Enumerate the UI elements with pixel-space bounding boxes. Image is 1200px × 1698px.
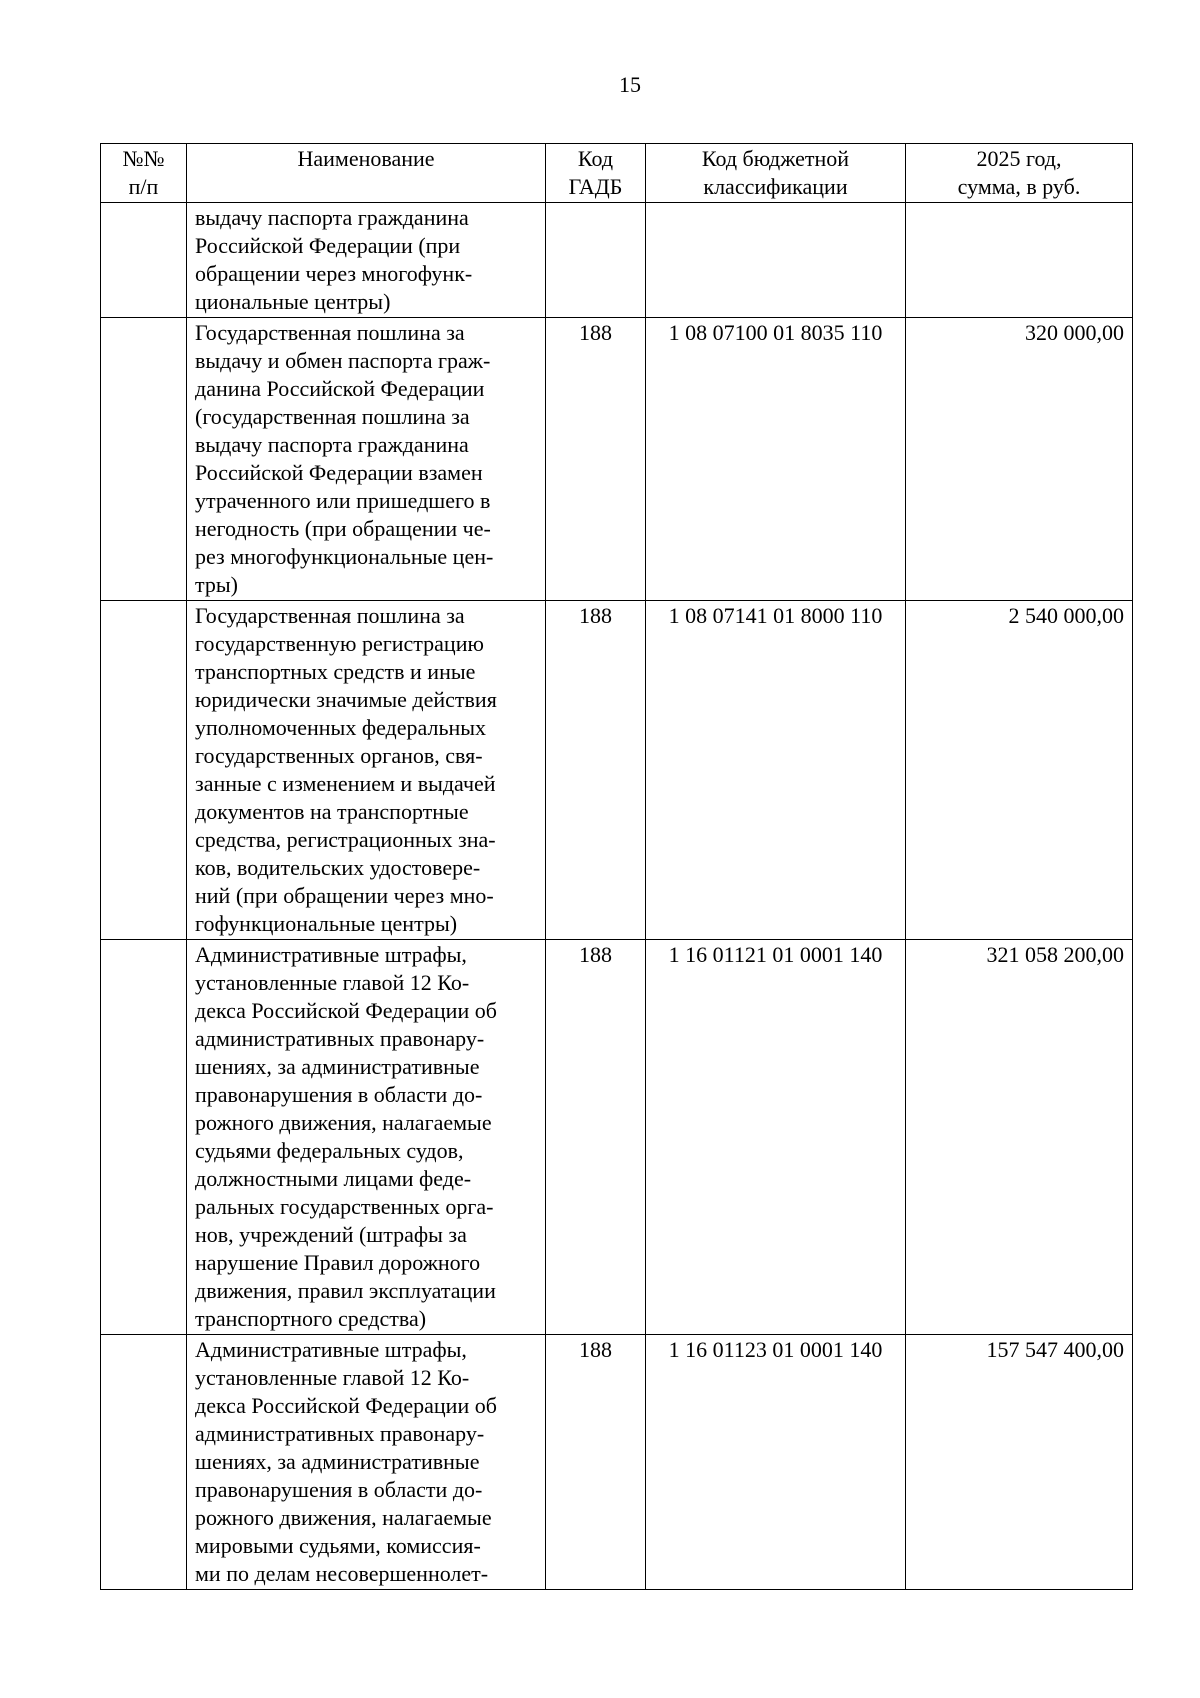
row-name-line: негодность (при обращении че- <box>195 516 491 541</box>
row-name-line: судьями федеральных судов, <box>195 1138 464 1163</box>
row-name-line: декса Российской Федерации об <box>195 998 497 1023</box>
header-name-line-1: Наименование <box>297 146 435 171</box>
table-row <box>101 203 1133 318</box>
row-name-line: гофункциональные центры) <box>195 911 458 936</box>
row-num <box>101 318 187 601</box>
row-gadb: 188 <box>546 318 646 601</box>
row-name-line: шениях, за административные <box>195 1449 480 1474</box>
header-sum-line-2: сумма, в руб. <box>957 174 1081 199</box>
header-kbk <box>646 144 906 203</box>
row-gadb: 188 <box>546 1335 646 1590</box>
header-gadb-line-2: ГАДБ <box>568 174 623 199</box>
row-name-line: ральных государственных орга- <box>195 1194 494 1219</box>
row-kbk <box>646 203 906 318</box>
row-name-line: нарушение Правил дорожного <box>195 1250 481 1275</box>
table-row <box>101 1335 1133 1590</box>
table-row <box>101 940 1133 1335</box>
row-sum: 321 058 200,00 <box>906 940 1133 1335</box>
table-row <box>101 318 1133 601</box>
row-name-line: юридически значимые действия <box>195 687 497 712</box>
row-name-line: государственных органов, свя- <box>195 743 483 768</box>
table-row <box>101 601 1133 940</box>
row-sum <box>906 203 1133 318</box>
header-name <box>187 144 546 203</box>
row-name-line: рожного движения, налагаемые <box>195 1505 492 1530</box>
row-kbk: 1 08 07100 01 8035 110 <box>646 318 906 601</box>
row-name-line: ков, водительских удостовере- <box>195 855 481 880</box>
row-name-line: установленные главой 12 Ко- <box>195 1365 470 1390</box>
row-kbk: 1 16 01123 01 0001 140 <box>646 1335 906 1590</box>
header-num-line-2: п/п <box>128 174 159 199</box>
row-num <box>101 1335 187 1590</box>
row-name-line: установленные главой 12 Ко- <box>195 970 470 995</box>
row-name-line: государственную регистрацию <box>195 631 484 656</box>
row-name-line: Административные штрафы, <box>195 942 467 967</box>
row-name-line: ний (при обращении через мно- <box>195 883 494 908</box>
page-number: 15 <box>619 72 641 97</box>
header-row <box>101 144 1133 203</box>
row-name-line: утраченного или пришедшего в <box>195 488 491 513</box>
row-name-line: Государственная пошлина за <box>195 320 465 345</box>
header-sum <box>906 144 1133 203</box>
row-name-line: средства, регистрационных зна- <box>195 827 496 852</box>
row-name-line: документов на транспортные <box>195 799 469 824</box>
row-gadb: 188 <box>546 601 646 940</box>
row-name-line: административных правонару- <box>195 1026 485 1051</box>
row-sum: 2 540 000,00 <box>906 601 1133 940</box>
row-kbk: 1 16 01121 01 0001 140 <box>646 940 906 1335</box>
row-gadb: 188 <box>546 940 646 1335</box>
row-name <box>187 940 546 1335</box>
row-name-line: выдачу паспорта гражданина <box>195 432 469 457</box>
row-name-line: рез многофункциональные цен- <box>195 544 494 569</box>
header-kbk-line-1: Код бюджетной <box>701 146 850 171</box>
row-name-line: тры) <box>195 572 238 597</box>
row-name-line: шениях, за административные <box>195 1054 480 1079</box>
row-name-line: выдачу паспорта гражданина <box>195 205 469 230</box>
row-gadb <box>546 203 646 318</box>
row-name-line: Административные штрафы, <box>195 1337 467 1362</box>
row-num <box>101 203 187 318</box>
row-sum: 320 000,00 <box>906 318 1133 601</box>
row-name <box>187 318 546 601</box>
row-num <box>101 601 187 940</box>
row-name-line: уполномоченных федеральных <box>195 715 487 740</box>
header-gadb <box>546 144 646 203</box>
row-name-line: обращении через многофунк- <box>195 261 473 286</box>
row-name-line: движения, правил эксплуатации <box>195 1278 496 1303</box>
header-kbk-line-2: классификации <box>703 174 848 199</box>
row-name-line: правонарушения в области до- <box>195 1477 483 1502</box>
row-num <box>101 940 187 1335</box>
row-name-line: данина Российской Федерации <box>195 376 485 401</box>
row-name-line: Государственная пошлина за <box>195 603 465 628</box>
row-name <box>187 203 546 318</box>
row-name-line: должностными лицами феде- <box>195 1166 472 1191</box>
row-sum: 157 547 400,00 <box>906 1335 1133 1590</box>
row-name-line: нов, учреждений (штрафы за <box>195 1222 467 1247</box>
row-name-line: Российской Федерации (при <box>195 233 461 258</box>
header-sum-line-1: 2025 год, <box>976 146 1062 171</box>
row-name-line: рожного движения, налагаемые <box>195 1110 492 1135</box>
header-num <box>101 144 187 203</box>
table-body <box>101 203 1133 1590</box>
row-name <box>187 1335 546 1590</box>
table-header <box>101 144 1133 203</box>
row-name-line: правонарушения в области до- <box>195 1082 483 1107</box>
budget-revenue-table <box>100 143 1133 1590</box>
row-name-line: декса Российской Федерации об <box>195 1393 497 1418</box>
row-name-line: транспортных средств и иные <box>195 659 476 684</box>
row-name-line: ми по делам несовершеннолет- <box>195 1561 489 1586</box>
row-name-line: циональные центры) <box>195 289 391 314</box>
row-name <box>187 601 546 940</box>
header-gadb-line-1: Код <box>577 146 614 171</box>
header-num-line-1: №№ <box>122 146 165 171</box>
row-name-line: мировыми судьями, комиссия- <box>195 1533 481 1558</box>
row-name-line: транспортного средства) <box>195 1306 427 1331</box>
row-name-line: административных правонару- <box>195 1421 485 1446</box>
row-name-line: Российской Федерации взамен <box>195 460 483 485</box>
row-name-line: занные с изменением и выдачей <box>195 771 496 796</box>
row-name-line: (государственная пошлина за <box>195 404 470 429</box>
row-name-line: выдачу и обмен паспорта граж- <box>195 348 491 373</box>
row-kbk: 1 08 07141 01 8000 110 <box>646 601 906 940</box>
